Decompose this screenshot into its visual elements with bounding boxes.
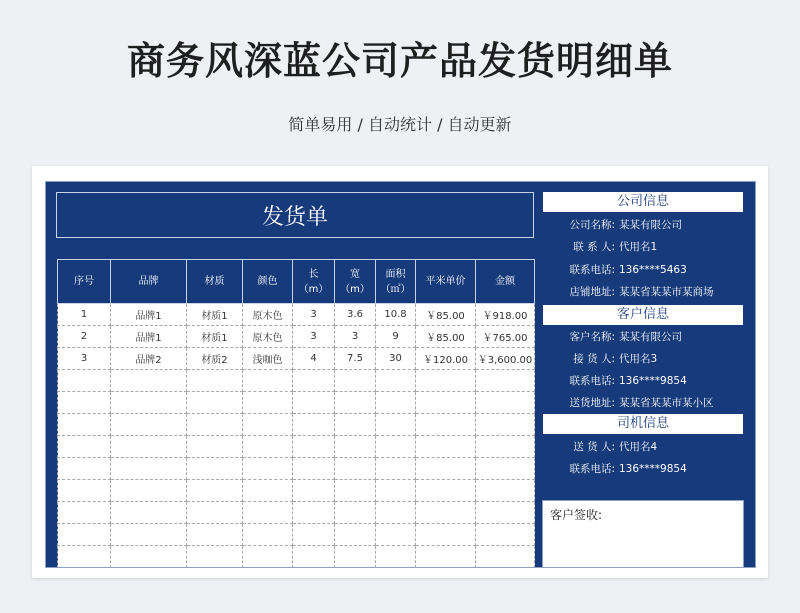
- table-cell[interactable]: 3: [58, 348, 111, 370]
- table-cell[interactable]: 3.6: [335, 304, 376, 326]
- table-cell[interactable]: 浅咖色: [243, 348, 293, 370]
- table-cell[interactable]: [111, 414, 187, 436]
- table-cell[interactable]: [335, 392, 376, 414]
- field-label: 送货地址:: [569, 397, 615, 409]
- table-cell[interactable]: [335, 524, 376, 546]
- table-cell[interactable]: 2: [58, 326, 111, 348]
- table-cell[interactable]: [335, 458, 376, 480]
- table-row: [58, 480, 535, 502]
- table-cell[interactable]: [476, 370, 535, 392]
- table-cell[interactable]: [416, 480, 476, 502]
- table-row: [58, 348, 535, 370]
- column-header: 品牌: [111, 260, 187, 304]
- table-cell[interactable]: [293, 546, 335, 568]
- table-cell[interactable]: [187, 480, 243, 502]
- table-cell[interactable]: [58, 458, 111, 480]
- table-cell[interactable]: [243, 524, 293, 546]
- table-cell[interactable]: [376, 546, 416, 568]
- customer-phone-row: [543, 371, 753, 391]
- table-cell[interactable]: [243, 436, 293, 458]
- field-label: 客户名称:: [569, 331, 615, 343]
- table-cell[interactable]: ￥85.00: [416, 326, 476, 348]
- table-cell[interactable]: [293, 458, 335, 480]
- table-cell[interactable]: [111, 458, 187, 480]
- table-cell[interactable]: [376, 458, 416, 480]
- table-cell[interactable]: 材质2: [187, 348, 243, 370]
- table-cell[interactable]: [476, 414, 535, 436]
- table-cell[interactable]: ￥765.00: [476, 326, 535, 348]
- table-cell[interactable]: 品牌2: [111, 348, 187, 370]
- table-cell[interactable]: [243, 502, 293, 524]
- table-cell[interactable]: [416, 546, 476, 568]
- customer-name-row: [543, 327, 753, 347]
- table-cell[interactable]: [111, 370, 187, 392]
- column-header: 材质: [187, 260, 243, 304]
- field-value: 代用名3: [619, 353, 658, 365]
- field-label: 送 货 人:: [573, 441, 615, 453]
- table-cell[interactable]: [293, 392, 335, 414]
- customer-receiver-row: [543, 349, 753, 369]
- table-cell[interactable]: [376, 480, 416, 502]
- table-cell[interactable]: [111, 524, 187, 546]
- page-title: 商务风深蓝公司产品发货明细单: [126, 39, 673, 83]
- table-cell[interactable]: 7.5: [335, 348, 376, 370]
- table-cell[interactable]: [476, 392, 535, 414]
- table-cell[interactable]: [376, 414, 416, 436]
- customer-address-row: [543, 393, 753, 413]
- driver-info-heading: 司机信息: [543, 414, 743, 434]
- table-cell[interactable]: [476, 524, 535, 546]
- table-cell[interactable]: 9: [376, 326, 416, 348]
- field-label: 联系电话:: [569, 463, 615, 475]
- table-cell[interactable]: ￥120.00: [416, 348, 476, 370]
- table-cell[interactable]: [243, 414, 293, 436]
- table-cell[interactable]: [243, 370, 293, 392]
- table-cell[interactable]: [335, 436, 376, 458]
- field-value: 某某有限公司: [619, 331, 682, 343]
- customer-signature-box[interactable]: [542, 500, 744, 568]
- driver-phone-row: [543, 459, 753, 479]
- invoice-title: 发货单: [56, 192, 534, 238]
- field-value: 某某有限公司: [619, 219, 682, 231]
- table-cell[interactable]: [187, 392, 243, 414]
- table-row: [58, 524, 535, 546]
- signature-label: 客户签收:: [550, 508, 603, 522]
- table-cell[interactable]: [58, 392, 111, 414]
- table-cell[interactable]: [376, 436, 416, 458]
- table-row: [58, 326, 535, 348]
- table-cell[interactable]: [187, 502, 243, 524]
- table-cell[interactable]: [476, 436, 535, 458]
- table-cell[interactable]: 30: [376, 348, 416, 370]
- field-value: 代用名4: [619, 441, 658, 453]
- table-cell[interactable]: [416, 370, 476, 392]
- field-value: 136****9854: [619, 463, 687, 475]
- table-cell[interactable]: [476, 458, 535, 480]
- table-cell[interactable]: [416, 458, 476, 480]
- table-cell[interactable]: [187, 436, 243, 458]
- company-contact-row: [543, 237, 753, 257]
- table-cell[interactable]: [416, 414, 476, 436]
- table-cell[interactable]: [335, 546, 376, 568]
- table-cell[interactable]: [376, 524, 416, 546]
- invoice-sheet: [45, 181, 756, 568]
- table-cell[interactable]: [243, 392, 293, 414]
- field-label: 公司名称:: [569, 219, 615, 231]
- table-cell[interactable]: ￥85.00: [416, 304, 476, 326]
- table-cell[interactable]: 材质1: [187, 304, 243, 326]
- table-cell[interactable]: [111, 502, 187, 524]
- field-label: 店铺地址:: [569, 286, 615, 298]
- table-row: [58, 370, 535, 392]
- column-header: 序号: [58, 260, 111, 304]
- table-cell[interactable]: 1: [58, 304, 111, 326]
- company-phone-row: [543, 260, 753, 280]
- table-cell[interactable]: 品牌1: [111, 304, 187, 326]
- goods-table: [57, 259, 535, 568]
- table-cell[interactable]: [111, 480, 187, 502]
- table-cell[interactable]: [293, 436, 335, 458]
- table-cell[interactable]: 原木色: [243, 304, 293, 326]
- goods-body: [58, 304, 535, 568]
- table-cell[interactable]: [376, 392, 416, 414]
- table-cell[interactable]: 4: [293, 348, 335, 370]
- table-row: [58, 414, 535, 436]
- table-cell[interactable]: [476, 502, 535, 524]
- goods-header-row: [58, 260, 535, 304]
- table-cell[interactable]: 3: [293, 304, 335, 326]
- table-cell[interactable]: [416, 524, 476, 546]
- table-cell[interactable]: [58, 502, 111, 524]
- table-cell[interactable]: [476, 480, 535, 502]
- table-cell[interactable]: [293, 414, 335, 436]
- table-cell[interactable]: [293, 480, 335, 502]
- field-value: 136****5463: [619, 264, 687, 276]
- field-label: 联 系 人:: [573, 241, 615, 253]
- column-header: 金额: [476, 260, 535, 304]
- table-cell[interactable]: 原木色: [243, 326, 293, 348]
- table-cell[interactable]: ￥918.00: [476, 304, 535, 326]
- table-row: [58, 502, 535, 524]
- table-cell[interactable]: [58, 414, 111, 436]
- table-cell[interactable]: [376, 370, 416, 392]
- table-cell[interactable]: [111, 436, 187, 458]
- table-cell[interactable]: [416, 436, 476, 458]
- column-header: 平米单价: [416, 260, 476, 304]
- table-cell[interactable]: [416, 392, 476, 414]
- table-cell[interactable]: [376, 502, 416, 524]
- company-name-row: [543, 215, 753, 235]
- table-cell[interactable]: [416, 502, 476, 524]
- field-value: 某某省某某市某商场: [619, 286, 714, 298]
- table-cell[interactable]: [243, 480, 293, 502]
- table-cell[interactable]: [187, 458, 243, 480]
- table-row: [58, 436, 535, 458]
- company-address-row: [543, 282, 753, 302]
- table-cell[interactable]: 品牌1: [111, 326, 187, 348]
- field-value: 某某省某某市某小区: [619, 397, 714, 409]
- table-cell[interactable]: [335, 370, 376, 392]
- table-cell[interactable]: [58, 524, 111, 546]
- page-subtitle: 简单易用 / 自动统计 / 自动更新: [288, 115, 512, 134]
- table-cell[interactable]: [335, 480, 376, 502]
- table-cell[interactable]: [58, 370, 111, 392]
- field-label: 联系电话:: [569, 375, 615, 387]
- table-row: [58, 546, 535, 568]
- field-label: 接 货 人:: [573, 353, 615, 365]
- field-value: 代用名1: [619, 241, 658, 253]
- table-cell[interactable]: [335, 502, 376, 524]
- table-cell[interactable]: [243, 546, 293, 568]
- column-header: 宽 （m）: [335, 260, 376, 304]
- table-cell[interactable]: [187, 546, 243, 568]
- company-info-heading: 公司信息: [543, 192, 743, 212]
- driver-name-row: [543, 437, 753, 457]
- table-row: [58, 392, 535, 414]
- table-row: [58, 458, 535, 480]
- table-cell[interactable]: 3: [293, 326, 335, 348]
- table-cell[interactable]: [58, 546, 111, 568]
- table-row: [58, 304, 535, 326]
- field-label: 联系电话:: [569, 264, 615, 276]
- table-cell[interactable]: 10.8: [376, 304, 416, 326]
- table-cell[interactable]: [187, 370, 243, 392]
- table-cell[interactable]: ￥3,600.00: [476, 348, 535, 370]
- table-cell[interactable]: [293, 370, 335, 392]
- column-header: 颜色: [243, 260, 293, 304]
- table-cell[interactable]: [476, 546, 535, 568]
- table-cell[interactable]: 3: [335, 326, 376, 348]
- table-cell[interactable]: [58, 436, 111, 458]
- column-header: 面积 （㎡）: [376, 260, 416, 304]
- table-cell[interactable]: [187, 414, 243, 436]
- customer-info-heading: 客户信息: [543, 305, 743, 325]
- table-cell[interactable]: [187, 524, 243, 546]
- field-value: 136****9854: [619, 375, 687, 387]
- table-cell[interactable]: [335, 414, 376, 436]
- table-cell[interactable]: [293, 502, 335, 524]
- table-cell[interactable]: [243, 458, 293, 480]
- table-cell[interactable]: [293, 524, 335, 546]
- column-header: 长 （m）: [293, 260, 335, 304]
- table-cell[interactable]: [111, 546, 187, 568]
- table-cell[interactable]: [58, 480, 111, 502]
- table-cell[interactable]: 材质1: [187, 326, 243, 348]
- table-cell[interactable]: [111, 392, 187, 414]
